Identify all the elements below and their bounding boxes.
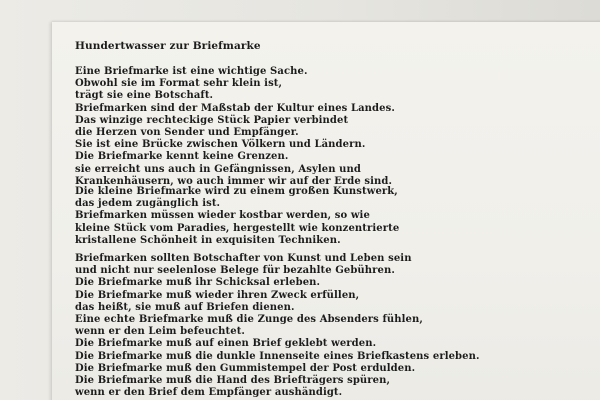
stanza-1 xyxy=(75,66,395,188)
text-line: sie erreicht uns auch in Gefängnissen, Asylen und xyxy=(75,163,362,175)
text-line: Die Briefmarke muß auf einen Brief geklebt werden. xyxy=(75,338,377,350)
text-line: das jedem zugänglich ist. xyxy=(75,198,221,210)
text-line: Die Briefmarke kennt keine Grenzen. xyxy=(75,151,289,163)
text-line: Die Briefmarke muß wieder ihren Zweck erfüllen, xyxy=(75,289,360,301)
text-line: trägt sie eine Botschaft. xyxy=(75,90,214,102)
text-line: die Herzen von Sender und Empfänger. xyxy=(75,127,299,139)
text-line: wenn er den Leim befeuchtet. xyxy=(75,326,245,338)
text-line: kleine Stück vom Paradies, hergestellt wie konzentrierte xyxy=(75,222,400,234)
text-line: Die Briefmarke muß die dunkle Innenseite eines Briefkastens erleben. xyxy=(75,350,480,362)
document-title: Hundertwasser zur Briefmarke xyxy=(75,40,261,52)
text-line: Krankenhäusern, wo auch immer wir auf der Erde sind. xyxy=(75,175,393,187)
text-line: Briefmarken sollten Botschafter von Kunst und Leben sein xyxy=(75,253,412,264)
text-line: wenn er den Brief dem Empfänger aushändigt. xyxy=(75,387,343,399)
text-line: Die Briefmarke muß den Gummistempel der Post erdulden. xyxy=(75,362,416,374)
text-line: kristallene Schönheit in exquisiten Techniken. xyxy=(75,234,341,246)
text-line: Briefmarken müssen wieder kostbar werden, so wie xyxy=(75,210,370,222)
text-line: Das winzige rechteckige Stück Papier verbindet xyxy=(75,114,349,126)
text-line: Obwohl sie im Format sehr klein ist, xyxy=(75,78,283,90)
text-line: Eine Briefmarke ist eine wichtige Sache. xyxy=(75,66,308,77)
text-line: Eine echte Briefmarke muß die Zunge des Absenders fühlen, xyxy=(75,314,423,326)
text-line: Die kleine Briefmarke wird zu einem großen Kunstwerk, xyxy=(75,186,398,197)
text-line: und nicht nur seelenlose Belege für bezahlte Gebühren. xyxy=(75,265,395,277)
text-line: das heißt, sie muß auf Briefen dienen. xyxy=(75,301,295,313)
text-line: Sie ist eine Brücke zwischen Völkern und Ländern. xyxy=(75,139,366,151)
text-line: Die Briefmarke muß ihr Schicksal erleben. xyxy=(75,277,321,289)
stanza-2 xyxy=(75,186,399,247)
text-line: Briefmarken sind der Maßstab der Kultur eines Landes. xyxy=(75,102,395,114)
stanza-3 xyxy=(75,253,480,399)
text-line: Die Briefmarke muß die Hand des Briefträgers spüren, xyxy=(75,375,391,387)
